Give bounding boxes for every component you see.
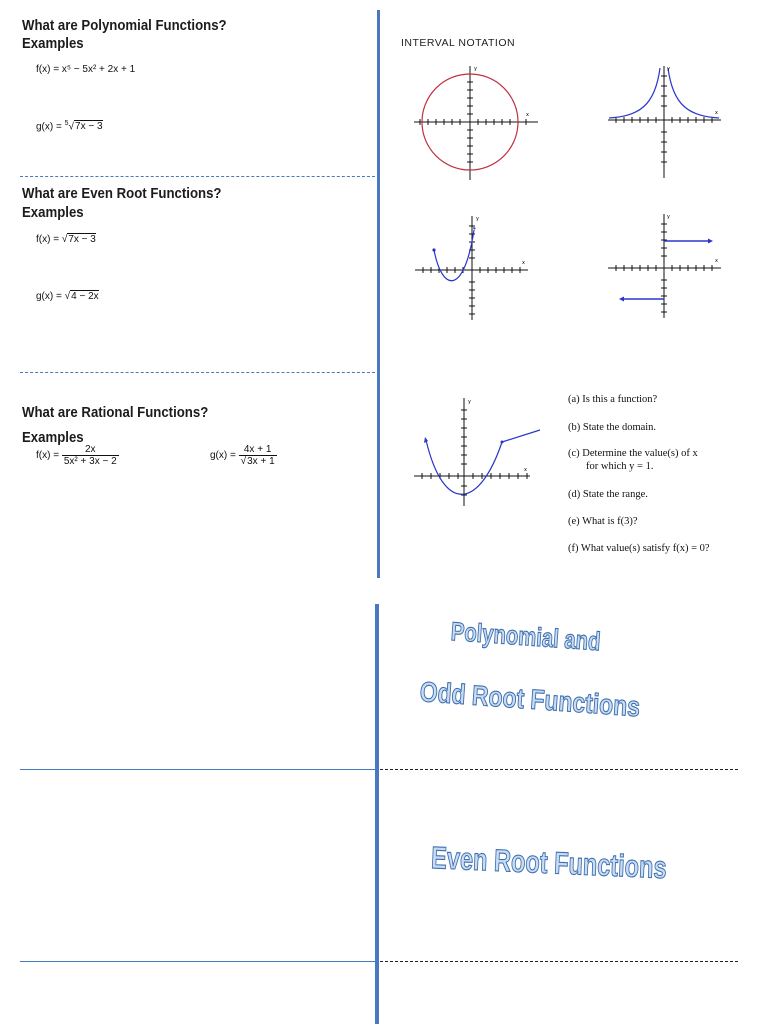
polynomial-g-index: 5: [64, 120, 69, 127]
bottom-rule-2-left: [20, 961, 376, 962]
polynomial-examples-label: Examples: [22, 35, 84, 52]
even-root-g-lhs: g(x) =: [36, 291, 62, 302]
graph-piecewise-x-label: x: [524, 467, 527, 473]
rational-f-fraction: [62, 444, 119, 467]
rational-g-formula: [210, 444, 277, 467]
rational-g-denominator: √3x + 1: [240, 456, 275, 467]
interval-notation-heading: INTERVAL NOTATION: [401, 37, 516, 49]
graph-parabola-curve: [434, 230, 474, 281]
polynomial-title: What are Polynomial Functions?: [22, 17, 227, 34]
polynomial-f-lhs: f(x) =: [36, 64, 60, 75]
bottom-rule-1-right: [380, 769, 738, 770]
polynomial-g-radicand: 7x − 3: [75, 121, 103, 133]
wordart-even-root: Even Root Functions: [430, 840, 668, 886]
even-root-f-lhs: f(x) =: [36, 234, 60, 245]
even-root-g-formula: [36, 291, 99, 302]
even-root-title: What are Even Root Functions?: [22, 185, 222, 202]
graph-step-upper-arrow: [708, 239, 713, 244]
radical-icon: √: [240, 456, 247, 467]
dashed-separator-1: [20, 176, 375, 177]
dashed-separator-2: [20, 372, 375, 373]
radical-icon: √: [64, 291, 71, 302]
graph-circle: [410, 62, 540, 182]
graph-piecewise-curve: [426, 430, 540, 494]
wordart-polynomial-line2: Odd Root Functions: [418, 676, 642, 723]
graph-parabola-axes: [415, 216, 528, 320]
bottom-rule-2-right: [380, 961, 738, 962]
graph-circle-axes: [414, 66, 538, 180]
graph-parabola-segment: [412, 212, 530, 324]
graph-piecewise-axes: [414, 398, 530, 506]
question-c: (c) Determine the value(s) of x: [568, 448, 698, 459]
graph-step-axes: [608, 214, 721, 318]
graph-piecewise: [412, 394, 544, 512]
question-e: (e) What is f(3)?: [568, 516, 638, 527]
graph-circle-x-label: x: [526, 112, 529, 118]
graph-reciprocal-squared: [605, 62, 723, 182]
question-d: (d) State the range.: [568, 489, 648, 500]
rational-g-fraction: [239, 444, 277, 467]
graph-step-y-label: y: [667, 214, 670, 220]
rational-g-numerator: 4x + 1: [239, 444, 277, 456]
graph-piecewise-corner-point: [501, 441, 504, 444]
rational-g-lhs: g(x) =: [210, 450, 236, 461]
question-b: (b) State the domain.: [568, 422, 657, 433]
rational-examples-label: Examples: [22, 429, 84, 446]
wordart-polynomial-line1: Polynomial and: [449, 616, 602, 657]
question-c-continued: for which y = 1.: [586, 461, 654, 472]
question-f: (f) What value(s) satisfy f(x) = 0?: [568, 543, 710, 554]
polynomial-g-lhs: g(x) =: [36, 121, 62, 133]
rational-f-formula: [36, 444, 119, 467]
graph-parabola-right-arrow: [473, 227, 476, 230]
rational-title: What are Rational Functions?: [22, 404, 209, 421]
radical-icon: √: [61, 234, 68, 245]
top-vertical-divider: [377, 10, 380, 578]
even-root-examples-label: Examples: [22, 204, 84, 221]
even-root-f-formula: [36, 234, 96, 245]
polynomial-f-rhs: x⁵ − 5x² + 2x + 1: [61, 64, 136, 75]
polynomial-f-formula: [36, 64, 135, 75]
graph-parabola-y-label: y: [476, 216, 479, 222]
graph-parabola-left-endpoint: [432, 248, 435, 251]
rational-f-numerator: 2x: [62, 444, 119, 456]
graph-step-x-label: x: [715, 258, 718, 264]
bottom-rule-1-left: [20, 769, 376, 770]
graph-reciprocal-axes: [608, 66, 721, 178]
graph-circle-y-label: y: [474, 66, 477, 72]
graph-step: [605, 210, 723, 322]
graph-reciprocal-y-label: y: [667, 66, 670, 72]
graph-reciprocal-x-label: x: [715, 110, 718, 116]
graph-piecewise-y-label: y: [468, 399, 471, 405]
polynomial-g-formula: [36, 120, 103, 132]
even-root-g-radicand: 4 − 2x: [71, 291, 99, 302]
question-a: (a) Is this a function?: [568, 394, 658, 405]
even-root-f-radicand: 7x − 3: [68, 234, 96, 245]
graph-parabola-x-label: x: [522, 260, 525, 266]
rational-f-lhs: f(x) =: [36, 450, 60, 461]
graph-step-lower-arrow: [619, 297, 624, 302]
rational-f-denominator: 5x² + 3x − 2: [63, 456, 117, 467]
radical-icon: √: [68, 121, 75, 133]
